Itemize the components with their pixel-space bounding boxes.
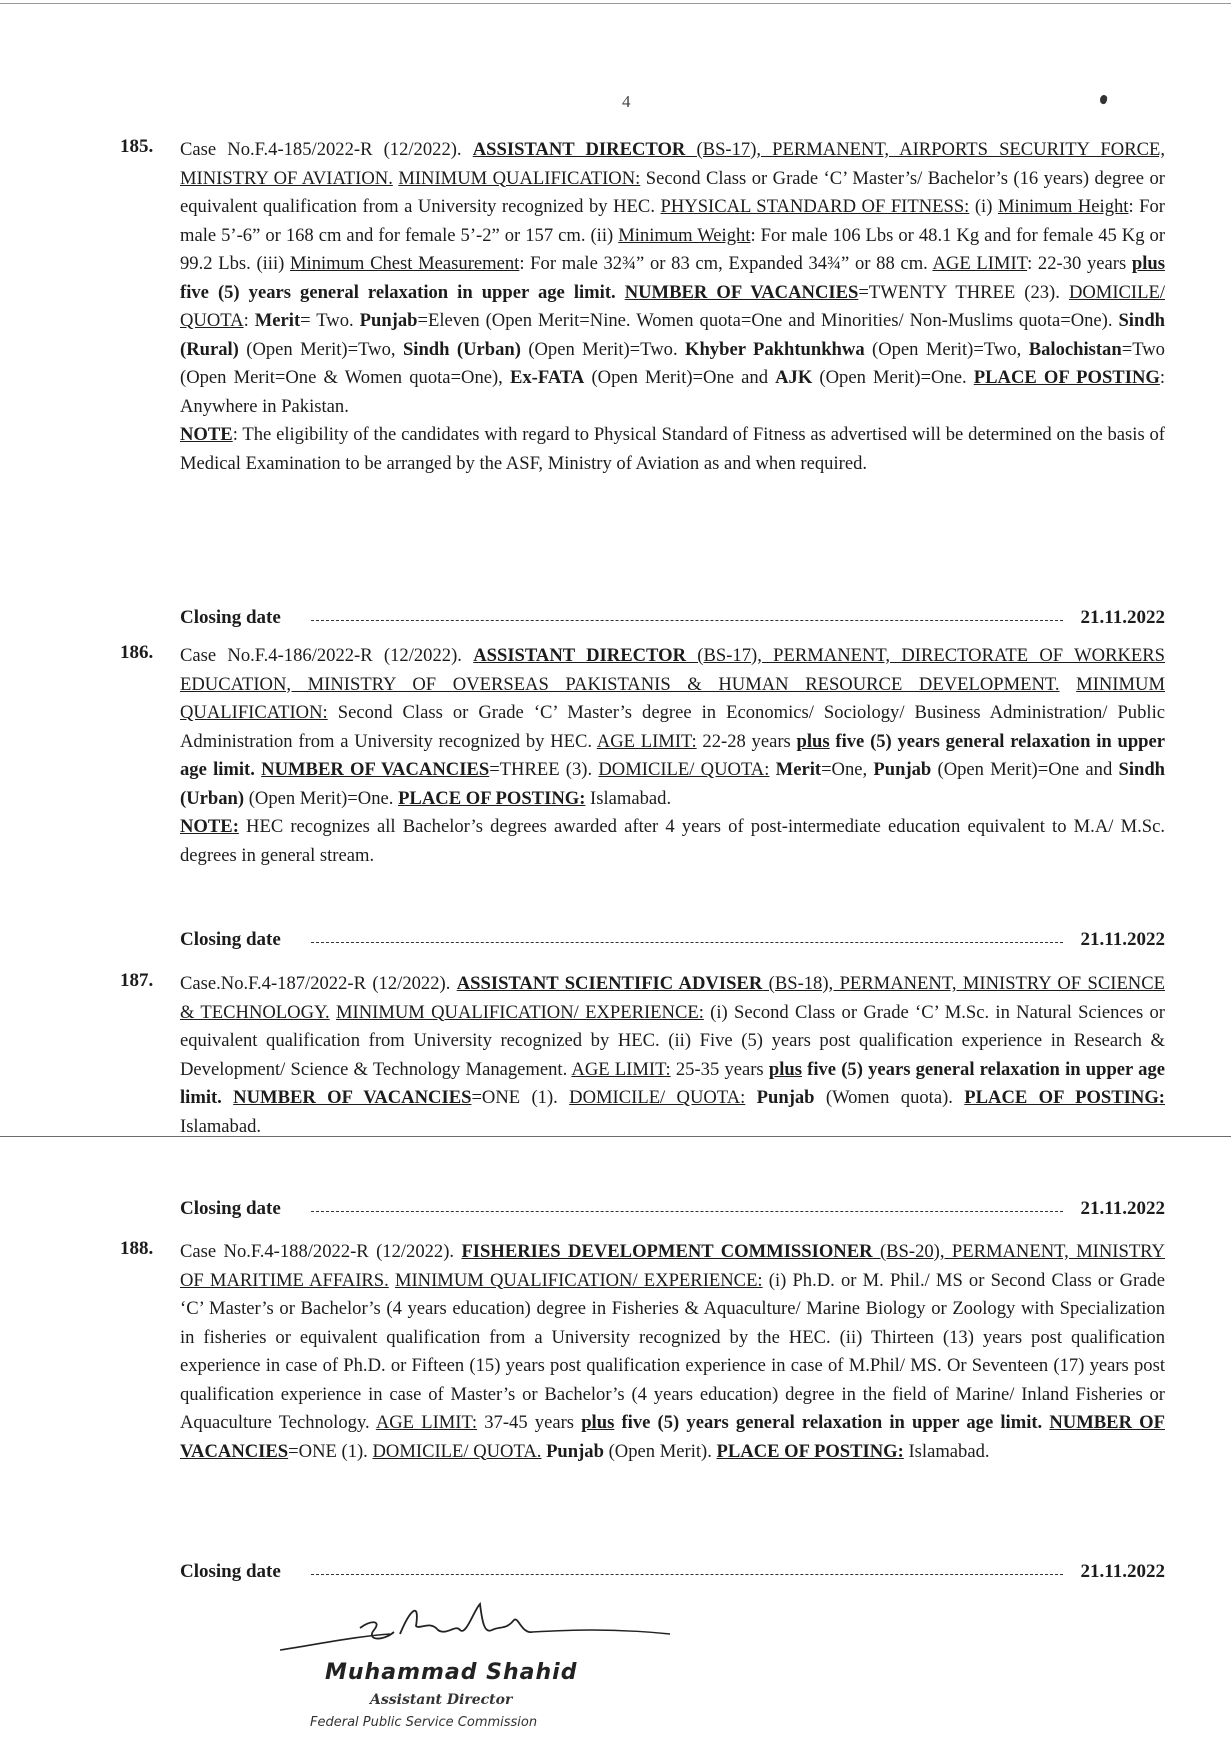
text-segment: : For male 106 Lbs or 48.1 Kg and for female 45 Kg or 99.2 Lbs. (iii)	[180, 224, 1166, 274]
text-segment: =ONE (1).	[471, 1087, 570, 1108]
text-segment: AJK	[775, 367, 813, 388]
text-segment: HEC recognizes all Bachelor’s degrees awarded after 4 years of post-intermediate education equivalent to M.A/ M.Sc. degrees in general stream.	[180, 816, 1165, 866]
text-segment: Minimum Chest Measurement	[290, 253, 520, 274]
text-segment: Punjab	[359, 310, 418, 331]
closing-date-label: Closing date	[180, 929, 281, 950]
text-segment: : For male 32¾” or 83 cm, Expanded 34¾” or 88 cm.	[519, 253, 933, 274]
text-segment: PLACE OF POSTING:	[964, 1087, 1165, 1108]
closing-date-row	[180, 604, 1165, 632]
text-segment: (Open Merit)=One and	[931, 759, 1119, 780]
text-segment: =TWENTY THREE (23).	[858, 281, 1069, 303]
text-segment: Second Class or Grade ‘C’ Master’s/ Bachelor’s (16 years) degree or equivalent qualification from a University recognized by HEC.	[180, 167, 1165, 217]
text-segment: NOTE:	[180, 816, 239, 837]
text-segment: MINIMUM QUALIFICATION:	[398, 167, 641, 189]
text-segment: NUMBER OF VACANCIES	[624, 281, 859, 303]
closing-date-label: Closing date	[180, 1198, 281, 1219]
case-body	[180, 970, 1165, 1141]
text-segment: =Two (Open Merit=One & Women quota=One),	[180, 338, 1165, 388]
text-segment: Punjab	[546, 1440, 604, 1462]
closing-date-row	[180, 926, 1165, 954]
signatory-organization: Federal Public Service Commission	[310, 1715, 538, 1730]
text-segment: AGE LIMIT:	[596, 730, 697, 752]
case-body	[180, 136, 1165, 478]
signatory-name: Muhammad Shahid	[325, 1660, 578, 1685]
text-segment: Khyber Pakhtunkhwa	[685, 338, 865, 360]
text-segment: (i)	[969, 196, 998, 217]
text-segment: Case No.F.4-186/2022-R (12/2022).	[180, 645, 474, 666]
ink-mark	[1099, 94, 1109, 105]
leader-dashes	[311, 620, 1063, 621]
text-segment: =One,	[821, 759, 874, 780]
text-segment: 37-45 years	[477, 1412, 582, 1433]
closing-date-label: Closing date	[180, 607, 281, 628]
text-segment: (Open Merit)=One.	[812, 367, 974, 388]
text-segment: PLACE OF POSTING:	[716, 1440, 904, 1462]
text-segment: =THREE (3).	[489, 759, 599, 780]
text-segment: Islamabad.	[903, 1440, 990, 1462]
text-segment: (Open Merit)=Two,	[238, 338, 403, 360]
text-segment: ASSISTANT DIRECTOR	[473, 645, 687, 666]
case-note	[180, 813, 1165, 870]
text-segment: PLACE OF POSTING:	[398, 787, 586, 809]
text-segment: MINIMUM QUALIFICATION:	[180, 673, 1165, 723]
text-segment: DOMICILE/ QUOTA	[180, 281, 1165, 331]
text-segment: (i) Ph.D. or M. Phil./ MS or Second Class or Grade ‘C’ Master’s or Bachelor’s (4 years education) degree in Fisheries & Aquaculture/ Marine Biology or Zoology with Specialization in fisheries or equivalent qualification from a University recognized by the HEC. (ii) Thirteen (13) years post qualification experience in case of Ph.D. or Fifteen (15) years post qualification experience in case of M.Phil/ MS. Or Seventeen (17) years post qualification experience in case of Master’s or Bachelor’s (4 years education) degree in the field of Marine/ Inland Fisheries or Aquaculture Technology.	[180, 1269, 1165, 1433]
text-segment: PLACE OF POSTING	[973, 367, 1160, 388]
closing-date-label: Closing date	[180, 1561, 281, 1582]
text-segment: Merit	[775, 759, 822, 780]
signature-block	[270, 1590, 690, 1750]
text-segment: ASSISTANT SCIENTIFIC ADVISER	[456, 973, 763, 994]
case-number: 188.	[120, 1238, 154, 1259]
text-segment: (BS-18), PERMANENT, MINISTRY OF SCIENCE & TECHNOLOGY.	[180, 973, 1165, 1023]
text-segment: Punjab	[756, 1087, 815, 1108]
closing-date-row	[180, 1558, 1165, 1586]
text-segment: Sindh (Urban)	[402, 338, 521, 360]
text-segment: five (5) years general relaxation in upper age limit.	[180, 281, 625, 303]
text-segment: NUMBER OF VACANCIES	[233, 1087, 472, 1108]
case-note	[180, 421, 1165, 478]
text-segment: : For male 5’-6” or 168 cm and for female 5’-2” or 157 cm. (ii)	[180, 196, 1165, 246]
text-segment: (i) Second Class or Grade ‘C’ M.Sc. in Natural Sciences or equivalent qualification from University recognized by HEC. (ii) Five (5) years post qualification experience in Research & Development/ Science & Technology Management.	[180, 1001, 1165, 1080]
text-segment: 22-28 years	[696, 730, 797, 752]
text-segment: (Women quota).	[814, 1087, 965, 1108]
closing-date-value: 21.11.2022	[1080, 929, 1165, 950]
text-segment: AGE LIMIT:	[571, 1058, 671, 1080]
text-segment: plus	[768, 1058, 802, 1080]
text-segment: (BS-17), PERMANENT, DIRECTORATE OF WORKERS EDUCATION, MINISTRY OF OVERSEAS PAKISTANIS & HUMAN RESOURCE DEVELOPMENT.	[180, 645, 1165, 695]
text-segment: PHYSICAL STANDARD OF FITNESS:	[660, 196, 970, 217]
text-segment: five (5) years general relaxation in upper age limit.	[614, 1412, 1050, 1433]
text-segment	[745, 1087, 756, 1108]
text-segment	[1060, 674, 1077, 695]
leader-dashes	[311, 942, 1063, 943]
text-segment: Minimum Weight	[618, 224, 751, 246]
text-segment: : 22-30 years	[1027, 253, 1132, 274]
text-segment: ASSISTANT DIRECTOR	[472, 139, 686, 160]
closing-date-value: 21.11.2022	[1080, 607, 1165, 628]
case-body	[180, 642, 1165, 870]
text-segment: MINIMUM QUALIFICATION/ EXPERIENCE:	[335, 1001, 704, 1023]
text-segment: :	[243, 310, 255, 331]
scan-artifact-line	[0, 1136, 1231, 1137]
text-segment: (Open Merit)=One and	[584, 367, 776, 388]
case-number: 185.	[120, 136, 154, 157]
text-segment: Case No.F.4-185/2022-R (12/2022).	[180, 139, 473, 160]
text-segment: (Open Merit)=Two,	[864, 338, 1029, 360]
text-segment: DOMICILE/ QUOTA.	[372, 1440, 542, 1462]
case-entry	[120, 1238, 1166, 1582]
text-segment: FISHERIES DEVELOPMENT COMMISSIONER	[461, 1241, 873, 1262]
case-number: 187.	[120, 970, 154, 991]
text-segment: Islamabad.	[585, 787, 672, 809]
text-segment: (BS-20), PERMANENT, MINISTRY OF MARITIME AFFAIRS.	[180, 1241, 1165, 1291]
text-segment: =Eleven (Open Merit=Nine. Women quota=One and Minorities/ Non-Muslims quota=One).	[417, 310, 1119, 331]
text-segment: (Open Merit)=One.	[244, 787, 399, 809]
text-segment: : The eligibility of the candidates with regard to Physical Standard of Fitness as advertised will be determined on the basis of Medical Examination to be arranged by the ASF, Ministry of Aviation as and when required.	[180, 424, 1165, 474]
text-segment: NOTE	[180, 424, 233, 445]
text-segment: 25-35 years	[670, 1058, 769, 1080]
text-segment: NUMBER OF VACANCIES	[261, 759, 490, 780]
case-description	[180, 642, 1165, 813]
text-segment: Sindh (Urban)	[180, 759, 1166, 809]
text-segment: NUMBER OF VACANCIES	[180, 1412, 1166, 1462]
text-segment: Second Class or Grade ‘C’ Master’s degree in Economics/ Sociology/ Business Administration/ Public Administration from a University recognized by HEC.	[180, 702, 1165, 752]
case-description	[180, 1238, 1165, 1466]
text-segment: (Open Merit).	[603, 1440, 717, 1462]
closing-date-value: 21.11.2022	[1080, 1561, 1165, 1582]
text-segment: plus	[1131, 253, 1165, 274]
text-segment: AGE LIMIT	[932, 253, 1028, 274]
text-segment: plus	[581, 1412, 615, 1433]
text-segment: DOMICILE/ QUOTA:	[569, 1087, 746, 1108]
case-number: 186.	[120, 642, 154, 663]
closing-date-row	[180, 1195, 1165, 1223]
text-segment: plus	[796, 730, 830, 752]
signatory-title: Assistant Director	[370, 1692, 513, 1708]
text-segment: =ONE (1).	[288, 1440, 373, 1462]
text-segment: Merit	[254, 310, 301, 331]
text-segment: DOMICILE/ QUOTA:	[598, 759, 770, 780]
case-body	[180, 1238, 1165, 1466]
text-segment: Case No.F.4-188/2022-R (12/2022).	[180, 1241, 462, 1262]
case-entry	[120, 136, 1166, 628]
text-segment: (Open Merit)=Two.	[520, 338, 685, 360]
text-segment: Minimum Height	[997, 196, 1129, 217]
text-segment: five (5) years general relaxation in upper age limit.	[180, 730, 1166, 780]
leader-dashes	[311, 1574, 1063, 1575]
text-segment: Sindh (Rural)	[180, 310, 1165, 360]
text-segment: (BS-17), PERMANENT, AIRPORTS SECURITY FORCE, MINISTRY OF AVIATION.	[180, 139, 1166, 189]
case-entry	[120, 642, 1165, 962]
text-segment: = Two.	[300, 310, 360, 331]
case-description	[180, 970, 1165, 1141]
case-description	[180, 136, 1165, 421]
text-segment: Case.No.F.4-187/2022-R (12/2022).	[180, 973, 457, 994]
text-segment: Islamabad.	[180, 1115, 262, 1137]
text-segment: AGE LIMIT:	[375, 1412, 478, 1433]
top-edge-line	[0, 3, 1231, 4]
text-segment: Punjab	[873, 759, 932, 780]
text-segment: Ex-FATA	[509, 367, 585, 388]
case-entry	[120, 970, 1165, 1230]
leader-dashes	[311, 1211, 1063, 1212]
text-segment: : Anywhere in Pakistan.	[180, 367, 1166, 417]
text-segment: MINIMUM QUALIFICATION/ EXPERIENCE:	[394, 1269, 763, 1291]
text-segment: five (5) years general relaxation in upper age limit.	[180, 1058, 1165, 1108]
page-number: 4	[622, 92, 631, 111]
text-segment: Balochistan	[1028, 338, 1122, 360]
handwritten-signature	[270, 1590, 690, 1660]
closing-date-value: 21.11.2022	[1080, 1198, 1165, 1219]
